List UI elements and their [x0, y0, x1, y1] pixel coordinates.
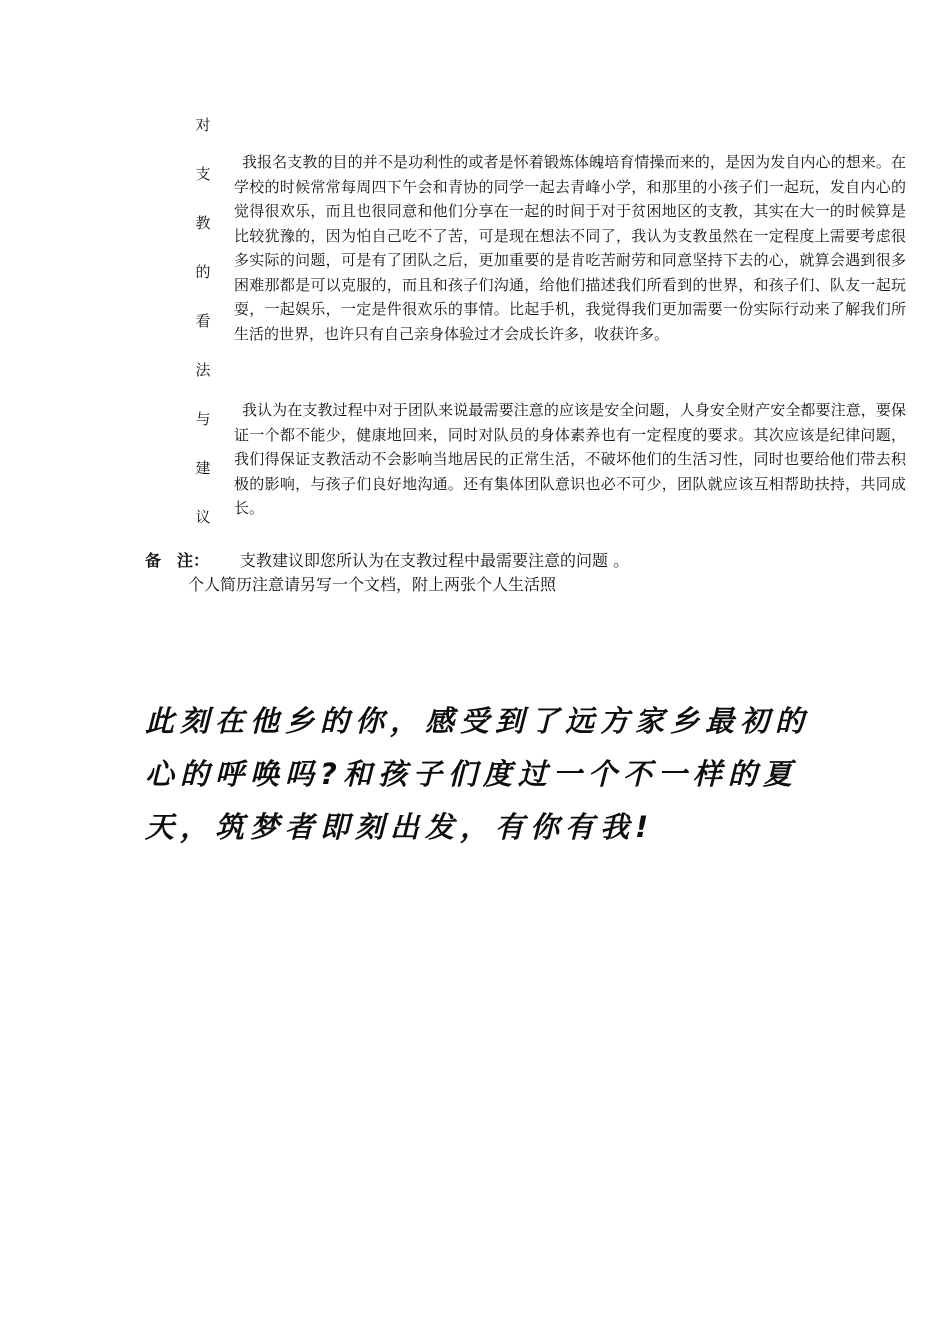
section-label-char: 的: [195, 263, 211, 281]
section-label-char: 议: [195, 508, 211, 526]
section-label-char: 与: [195, 410, 211, 428]
suggestion-paragraph: 我认为在支教过程中对于团队来说最需要注意的应该是安全问题，人身安全财产安全都要注意，要保证一个都不能少，健康地回来，同时对队员的身体素养也有一定程度的要求。其次应该是纪律问题，我们得保证支教活动不会影响当地居民的正常生活，不破坏他们的生活习性，同时也要给他们带去积极的影响，与孩子们良好地沟通。还有集体团队意识也必不可少，团队就应该互相帮助扶持，共同成长。: [234, 401, 906, 517]
remark-line: [145, 549, 629, 573]
section-label-char: 教: [195, 214, 211, 232]
section-label-char: 法: [195, 361, 211, 379]
section-label-char: 支: [195, 165, 211, 183]
section-label-char: 对: [195, 116, 211, 134]
section-label-char: 建: [195, 459, 211, 477]
remark-text: 支教建议即您所认为在支教过程中最需要注意的问题 。: [240, 551, 630, 570]
remark-label: 备 注：: [145, 551, 210, 570]
section-label-char: 看: [195, 312, 211, 330]
motivation-paragraph: 我报名支教的目的并不是功利性的或者是怀着锻炼体魄培育情操而来的，是因为发自内心的想来。在学校的时候常常每周四下午会和青协的同学一起去青峰小学，和那里的小孩子们一起玩，发自内心的觉得很欢乐，而且也很同意和他们分享在一起的时间于对于贫困地区的支教，其实在大一的时候算是比较犹豫的，因为怕自己吃不了苦，可是现在想法不同了，我认为支教虽然在一定程度上需要考虑很多实际的问题，可是有了团队之后，更加重要的是肯吃苦耐劳和同意坚持下去的心，就算会遇到很多困难那都是可以克服的，而且和孩子们沟通，给他们描述我们所看到的世界，和孩子们、队友一起玩耍，一起娱乐，一定是件很欢乐的事情。比起手机，我觉得我们更加需要一份实际行动来了解我们所生活的世界，也许只有自己亲身体验过才会成长许多，收获许多。: [234, 153, 906, 343]
resume-note: 个人简历注意请另写一个文档，附上两张个人生活照: [188, 575, 557, 594]
section-label-vertical: [186, 117, 220, 558]
slogan-text: 此刻在他乡的你，感受到了远方家乡最初的心的呼唤吗?和孩子们度过一个不一样的夏天，筑梦者即刻出发，有你有我!: [145, 704, 811, 844]
